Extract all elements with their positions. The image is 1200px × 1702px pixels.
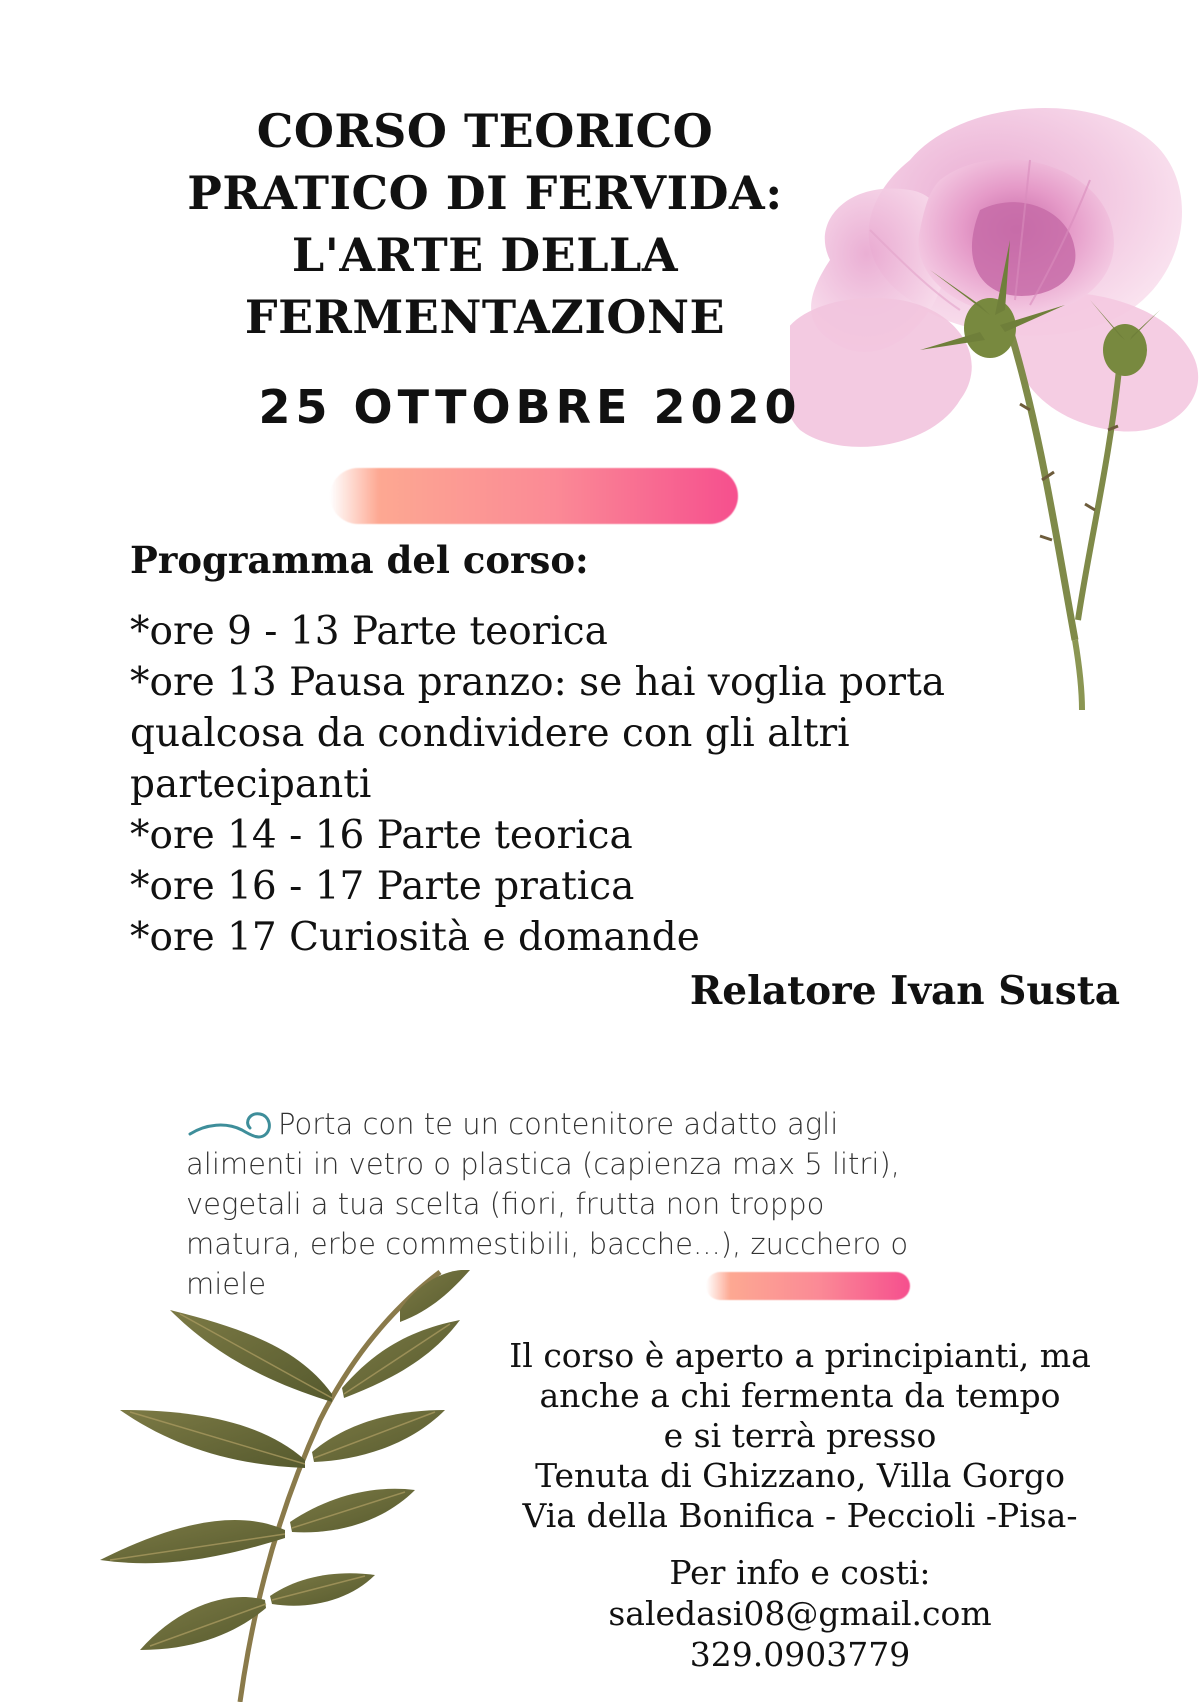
leaf-illustration	[100, 1270, 480, 1702]
brush-stroke-divider	[330, 468, 738, 524]
title-line: L'ARTE DELLA	[291, 228, 679, 282]
info-line: e si terrà presso	[663, 1416, 937, 1455]
course-title	[140, 100, 830, 348]
schedule-line: partecipanti	[130, 762, 372, 807]
schedule-line: qualcosa da condividere con gli altri	[130, 711, 850, 756]
brush-stroke-small	[706, 1272, 910, 1300]
note-line: vegetali a tua scelta (fiori, frutta non troppo	[186, 1187, 825, 1221]
contact-phone[interactable]: 329.0903779	[689, 1635, 911, 1674]
note-line: Porta con te un contenitore adatto agli	[278, 1107, 839, 1141]
schedule-line: *ore 9 - 13 Parte teorica	[130, 609, 608, 654]
title-line: PRATICO DI FERVIDA:	[187, 166, 783, 220]
contact-email[interactable]: saledasi08@gmail.com	[608, 1594, 992, 1633]
program-heading: Programma del corso:	[130, 538, 589, 582]
schedule-line: *ore 13 Pausa pranzo: se hai voglia porta	[130, 660, 946, 705]
title-line: FERMENTAZIONE	[244, 290, 726, 344]
schedule-line: *ore 17 Curiosità e domande	[130, 915, 700, 960]
schedule-line: *ore 16 - 17 Parte pratica	[130, 864, 635, 909]
info-line: Tenuta di Ghizzano, Villa Gorgo	[535, 1456, 1065, 1495]
contact-info	[560, 1552, 1040, 1675]
note-line: matura, erbe commestibili, bacche...), zucchero o	[186, 1227, 909, 1261]
schedule-line: *ore 14 - 16 Parte teorica	[130, 813, 633, 858]
event-date: 25 OTTOBRE 2020	[258, 380, 802, 434]
note-line: alimenti in vetro o plastica (capienza max 5 litri),	[186, 1147, 900, 1181]
speaker-name: Relatore Ivan Susta	[689, 968, 1120, 1014]
info-line: Via della Bonifica - Peccioli -Pisa-	[522, 1496, 1078, 1535]
contact-heading: Per info e costi:	[669, 1553, 931, 1592]
info-line: Il corso è aperto a principianti, ma	[509, 1336, 1091, 1375]
note-line: miele	[186, 1267, 267, 1301]
program-schedule	[130, 606, 1030, 963]
venue-info	[460, 1336, 1140, 1536]
info-line: anche a chi fermenta da tempo	[539, 1376, 1061, 1415]
title-line: CORSO TEORICO	[256, 104, 714, 158]
